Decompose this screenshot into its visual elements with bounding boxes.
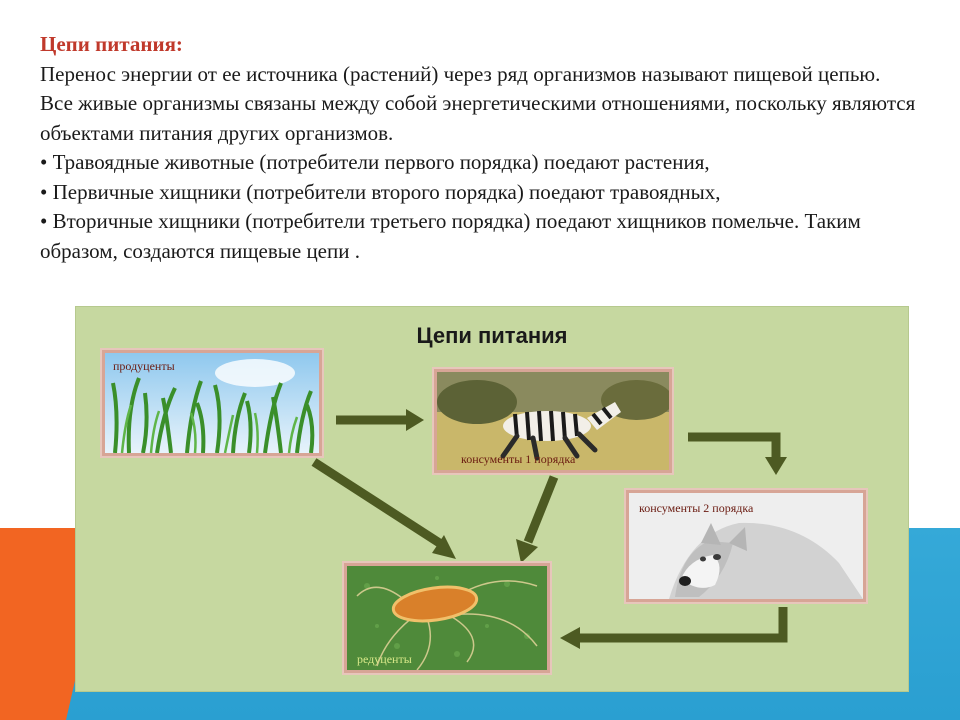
arrow-consumers1-to-consumers2 bbox=[688, 437, 776, 459]
slide-text bbox=[40, 30, 930, 266]
food-chain-diagram bbox=[76, 307, 908, 691]
label-consumers-2: консументы 2 порядка bbox=[639, 501, 754, 515]
arrow-consumers1-to-decomposers bbox=[528, 477, 554, 542]
paragraph-2: Все живые организмы связаны между собой энергетическими отношениями, поскольку являются объектами питания других организмов. bbox=[40, 91, 916, 145]
arrow-consumers2-to-decomposers bbox=[578, 607, 783, 638]
arrow-producers-to-decomposers bbox=[314, 462, 441, 544]
label-producers: продуценты bbox=[113, 359, 175, 373]
bullet-2: • Первичные хищники (потребители второго порядка) поедают травоядных, bbox=[40, 179, 721, 204]
label-decomposers: редуценты bbox=[357, 652, 412, 666]
paragraph-1: Перенос энергии от ее источника (растений) через ряд организмов называют пищевой цепью. bbox=[40, 61, 881, 86]
diagram-title: Цепи питания bbox=[416, 323, 568, 348]
card-consumers-2 bbox=[626, 490, 866, 602]
card-decomposers bbox=[344, 563, 550, 673]
bullet-1: • Травоядные животные (потребители первого порядка) поедают растения, bbox=[40, 150, 710, 174]
card-producers bbox=[102, 350, 322, 456]
wolf-nose bbox=[679, 576, 691, 586]
slide-heading: Цепи питания: bbox=[40, 32, 183, 56]
bullet-3: • Вторичные хищники (потребители третьего порядка) поедают хищников помельче. Таким образом, создаются пищевые цепи . bbox=[40, 209, 861, 263]
card-consumers-1 bbox=[434, 369, 672, 473]
label-consumers-1: консументы 1 порядка bbox=[461, 452, 576, 466]
